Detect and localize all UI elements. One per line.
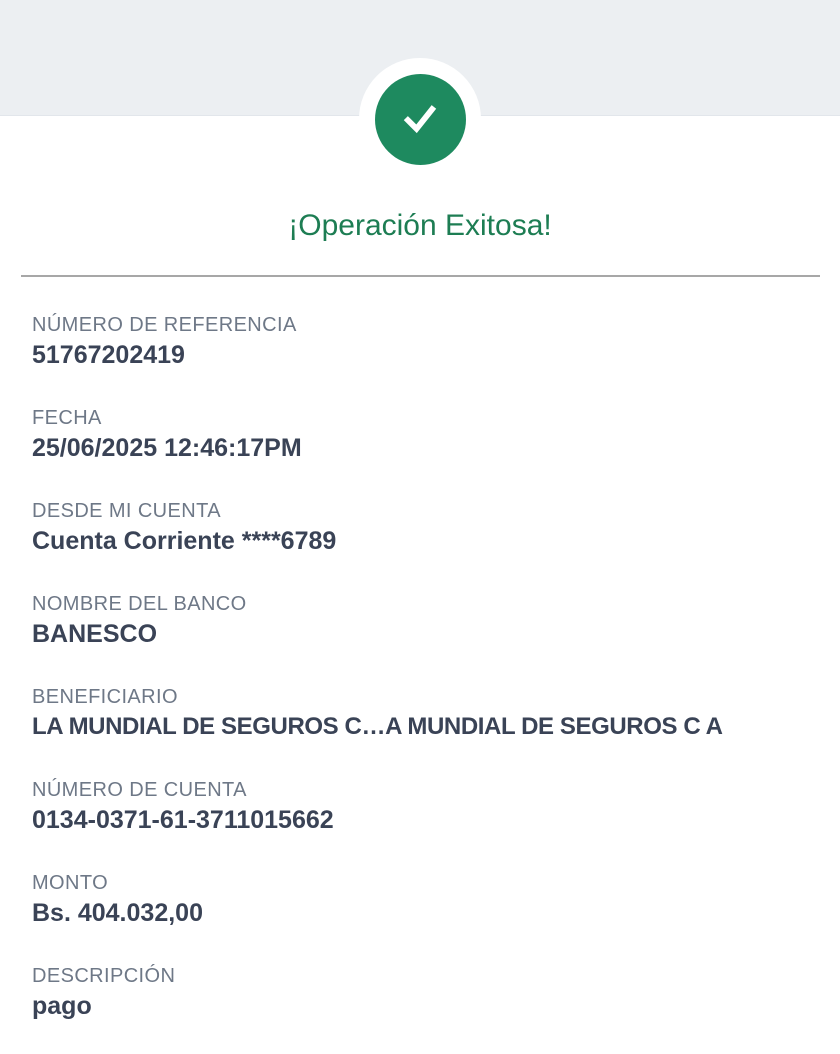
field-row-description xyxy=(32,964,808,1021)
field-value: Cuenta Corriente ****6789 xyxy=(32,527,337,555)
field-row-account-number xyxy=(32,778,808,835)
field-value: pago xyxy=(32,992,92,1020)
field-label: MONTO xyxy=(32,872,109,894)
field-row-beneficiary xyxy=(32,685,808,742)
receipt-fields xyxy=(0,313,840,1021)
field-label: BENEFICIARIO xyxy=(32,686,178,708)
page-title: ¡Operación Exitosa! xyxy=(288,209,552,242)
field-label: NÚMERO DE CUENTA xyxy=(32,779,247,801)
field-label: NOMBRE DEL BANCO xyxy=(32,593,247,615)
field-value: Bs. 404.032,00 xyxy=(32,899,203,927)
field-row-from-account xyxy=(32,499,808,556)
field-value: 25/06/2025 12:46:17PM xyxy=(32,434,302,462)
field-row-bank-name xyxy=(32,592,808,649)
field-value: BANESCO xyxy=(32,620,158,648)
field-value: 51767202419 xyxy=(32,341,185,369)
field-label: DESDE MI CUENTA xyxy=(32,500,221,522)
field-row-date xyxy=(32,406,808,463)
field-value: 0134-0371-61-3711015662 xyxy=(32,806,334,834)
field-label: FECHA xyxy=(32,407,102,429)
field-value: LA MUNDIAL DE SEGUROS C…A MUNDIAL DE SEGUROS C A xyxy=(32,713,723,740)
checkmark-icon xyxy=(375,74,466,165)
field-row-amount xyxy=(32,871,808,928)
field-label: NÚMERO DE REFERENCIA xyxy=(32,314,297,336)
divider xyxy=(21,275,820,277)
field-label: DESCRIPCIÓN xyxy=(32,965,176,987)
success-badge xyxy=(359,58,481,180)
field-row-reference xyxy=(32,313,808,370)
